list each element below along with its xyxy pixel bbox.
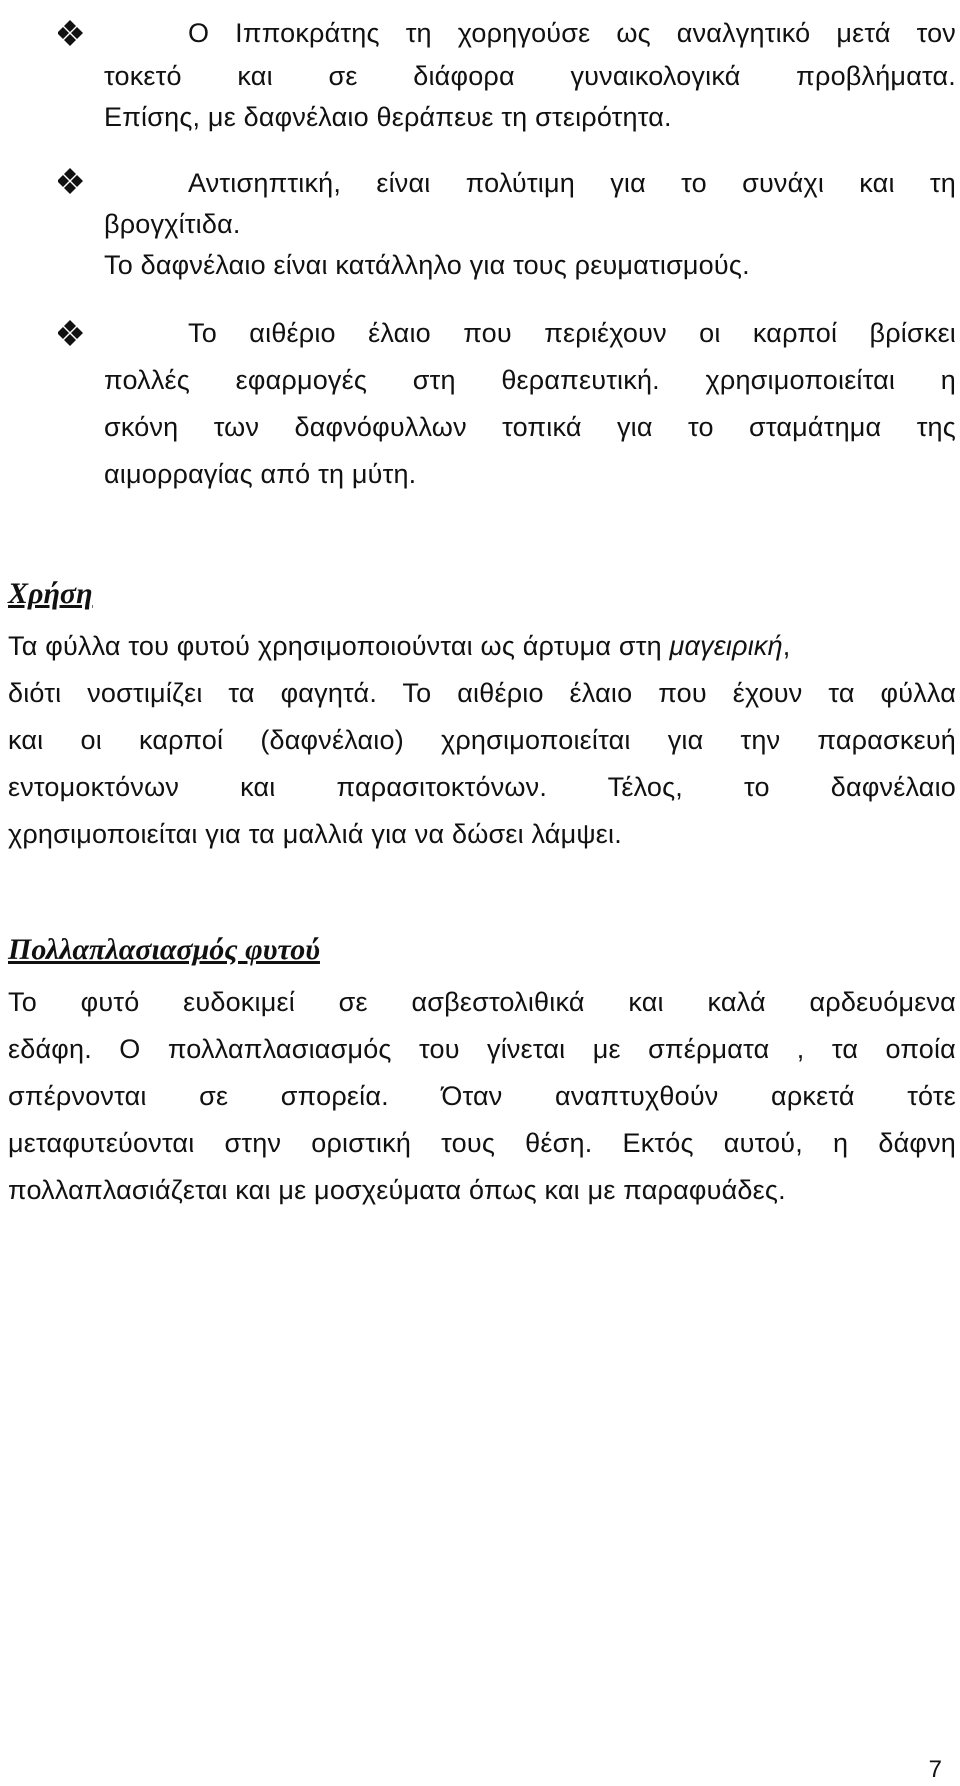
- page-number: 7: [928, 1756, 942, 1783]
- bullet-3-line-2: πολλές εφαρμογές στη θεραπευτική. χρησιμοποιείται η: [104, 365, 956, 395]
- propagation-line-5: πολλαπλασιάζεται και με μοσχεύματα όπως και με παραφυάδες.: [8, 1175, 786, 1205]
- bullet-3-line-3: σκόνη των δαφνόφυλλων τοπικά για το σταμάτημα της: [104, 412, 956, 442]
- bullet-1-line-1: Ο Ιπποκράτης τη χορηγούσε ως αναλγητικό μετά τον: [188, 18, 956, 48]
- propagation-line-4: μεταφυτεύονται στην οριστική τους θέση. Εκτός αυτού, η δάφνη: [8, 1128, 956, 1158]
- bullet-2-line-1: Αντισηπτική, είναι πολύτιμη για το συνάχι και τη: [188, 168, 956, 198]
- usage-line-2: διότι νοστιμίζει τα φαγητά. Το αιθέριο έλαιο που έχουν τα φύλλα: [8, 678, 956, 708]
- propagation-line-2: εδάφη. Ο πολλαπλασιασμός του γίνεται με σπέρματα , τα οποία: [8, 1034, 956, 1064]
- propagation-heading: Πολλαπλασιασμός φυτού: [8, 933, 320, 966]
- bullet-1-line-3: Επίσης, με δαφνέλαιο θεράπευε τη στειρότητα.: [104, 102, 672, 132]
- usage-heading: Χρήση: [8, 577, 93, 610]
- usage-emphasis: μαγειρική: [669, 631, 783, 661]
- propagation-line-1: Το φυτό ευδοκιμεί σε ασβεστολιθικά και καλά αρδευόμενα: [8, 987, 956, 1017]
- bullet-2-line-2: βρογχίτιδα.: [104, 209, 241, 239]
- bullet-3-line-1: Το αιθέριο έλαιο που περιέχουν οι καρποί βρίσκει: [188, 318, 956, 348]
- usage-line-3: και οι καρποί (δαφνέλαιο) χρησιμοποιείται για την παρασκευή: [8, 725, 956, 755]
- usage-line-4: εντομοκτόνων και παρασιτοκτόνων. Τέλος, το δαφνέλαιο: [8, 772, 956, 802]
- four-diamond-bullet-icon: [58, 318, 110, 352]
- usage-line-5: χρησιμοποιείται για τα μαλλιά για να δώσει λάμψει.: [8, 819, 622, 849]
- propagation-line-3: σπέρνονται σε σπορεία. Όταν αναπτυχθούν αρκετά τότε: [8, 1081, 956, 1111]
- bullet-2-line-3: Το δαφνέλαιο είναι κατάλληλο για τους ρευματισμούς.: [104, 250, 750, 280]
- four-diamond-bullet-icon: [58, 166, 110, 200]
- four-diamond-bullet-icon: [58, 18, 110, 52]
- bullet-3-line-4: αιμορραγίας από τη μύτη.: [104, 459, 417, 489]
- bullet-1-line-2: τοκετό και σε διάφορα γυναικολογικά προβλήματα.: [104, 61, 956, 91]
- usage-line-1: Τα φύλλα του φυτού χρησιμοποιούνται ως άρτυμα στη μαγειρική,: [8, 631, 791, 661]
